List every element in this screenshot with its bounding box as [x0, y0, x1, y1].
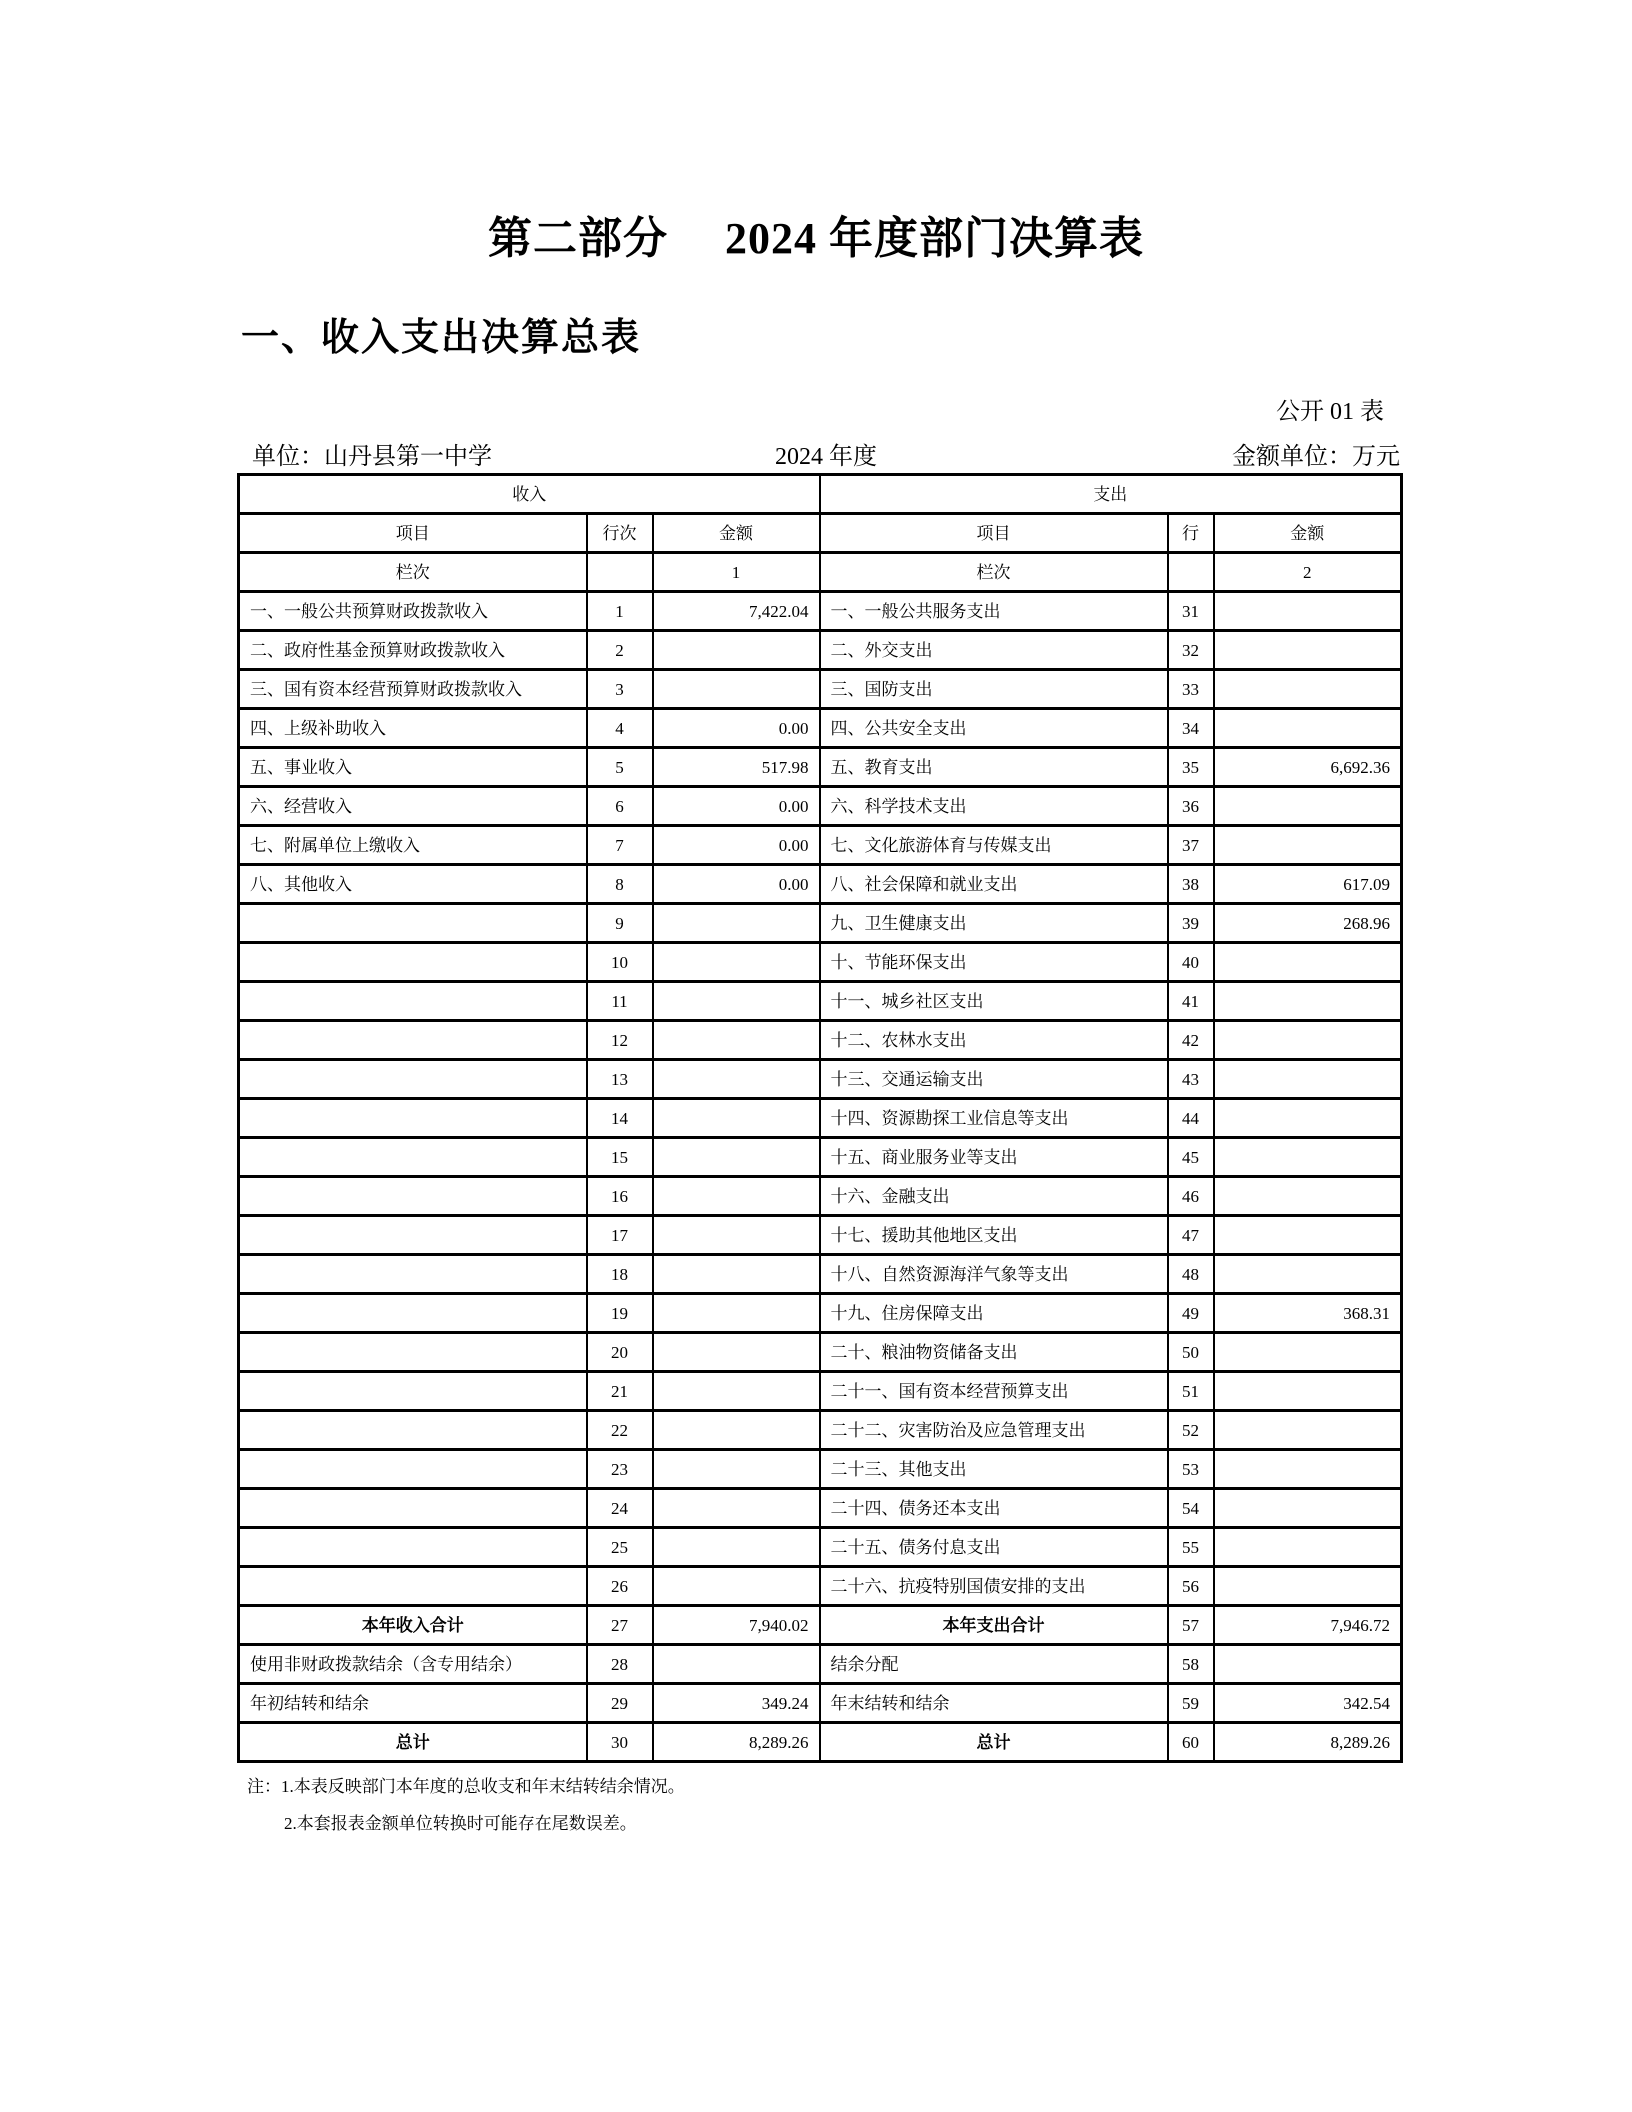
table-row: [239, 1177, 1402, 1216]
fiscal-year-label: 2024 年度: [775, 444, 877, 470]
cell-income-amount: [653, 1294, 820, 1333]
cell-expense-rowno: 54: [1168, 1489, 1214, 1528]
cell-expense-item: 十三、交通运输支出: [820, 1060, 1168, 1099]
cell-income-amount: [653, 1450, 820, 1489]
table-row: [239, 1021, 1402, 1060]
cell-expense-rowno: 52: [1168, 1411, 1214, 1450]
cell-income-rowno: 5: [587, 748, 653, 787]
cell-income-rowno: 17: [587, 1216, 653, 1255]
index-income-item: 栏次: [239, 553, 587, 592]
group-header-row: [239, 475, 1402, 514]
meta-row: [237, 436, 1400, 471]
cell-income-rowno: 20: [587, 1333, 653, 1372]
col-header-expense-rowno: 行: [1168, 514, 1214, 553]
table-row: [239, 1567, 1402, 1606]
table-body: [239, 592, 1402, 1762]
cell-income-item: [239, 1138, 587, 1177]
table-row: [239, 1723, 1402, 1762]
cell-income-item: [239, 1528, 587, 1567]
cell-expense-item: 十、节能环保支出: [820, 943, 1168, 982]
cell-expense-rowno: 45: [1168, 1138, 1214, 1177]
cell-income-item: [239, 1021, 587, 1060]
cell-income-rowno: 30: [587, 1723, 653, 1762]
col-header-income-amount: 金额: [653, 514, 820, 553]
cell-expense-amount: [1214, 1099, 1402, 1138]
cell-expense-amount: [1214, 1567, 1402, 1606]
cell-expense-item: 二十五、债务付息支出: [820, 1528, 1168, 1567]
cell-expense-rowno: 58: [1168, 1645, 1214, 1684]
cell-expense-item: 总计: [820, 1723, 1168, 1762]
cell-expense-item: 本年支出合计: [820, 1606, 1168, 1645]
cell-expense-rowno: 40: [1168, 943, 1214, 982]
cell-expense-amount: 368.31: [1214, 1294, 1402, 1333]
cell-income-rowno: 7: [587, 826, 653, 865]
cell-income-amount: [653, 1099, 820, 1138]
cell-expense-rowno: 56: [1168, 1567, 1214, 1606]
cell-income-item: 七、附属单位上缴收入: [239, 826, 587, 865]
cell-income-rowno: 25: [587, 1528, 653, 1567]
cell-income-amount: [653, 1645, 820, 1684]
cell-income-item: 使用非财政拨款结余（含专用结余）: [239, 1645, 587, 1684]
table-code-label: 公开 01 表: [1276, 399, 1384, 425]
cell-income-amount: [653, 1021, 820, 1060]
cell-expense-rowno: 36: [1168, 787, 1214, 826]
cell-expense-amount: [1214, 982, 1402, 1021]
cell-expense-amount: [1214, 826, 1402, 865]
cell-income-amount: 0.00: [653, 826, 820, 865]
cell-expense-amount: [1214, 1177, 1402, 1216]
table-row: [239, 1411, 1402, 1450]
cell-expense-item: 五、教育支出: [820, 748, 1168, 787]
cell-income-rowno: 6: [587, 787, 653, 826]
cell-expense-amount: [1214, 1645, 1402, 1684]
cell-income-rowno: 21: [587, 1372, 653, 1411]
cell-income-item: [239, 1450, 587, 1489]
index-income-amount: 1: [653, 553, 820, 592]
cell-income-amount: [653, 1489, 820, 1528]
cell-expense-item: 六、科学技术支出: [820, 787, 1168, 826]
table-row: [239, 1372, 1402, 1411]
cell-expense-item: 十一、城乡社区支出: [820, 982, 1168, 1021]
table-row: [239, 1528, 1402, 1567]
cell-income-rowno: 23: [587, 1450, 653, 1489]
table-row: [239, 1060, 1402, 1099]
cell-expense-item: 二十四、债务还本支出: [820, 1489, 1168, 1528]
cell-income-item: 四、上级补助收入: [239, 709, 587, 748]
cell-expense-rowno: 48: [1168, 1255, 1214, 1294]
cell-income-item: [239, 982, 587, 1021]
table-row: [239, 1138, 1402, 1177]
cell-expense-rowno: 31: [1168, 592, 1214, 631]
cell-income-item: 本年收入合计: [239, 1606, 587, 1645]
table-row: [239, 1099, 1402, 1138]
cell-income-item: 二、政府性基金预算财政拨款收入: [239, 631, 587, 670]
index-income-rowno: [587, 553, 653, 592]
cell-income-amount: [653, 1333, 820, 1372]
cell-income-rowno: 24: [587, 1489, 653, 1528]
cell-expense-item: 十六、金融支出: [820, 1177, 1168, 1216]
cell-income-amount: 0.00: [653, 787, 820, 826]
cell-expense-item: 二十一、国有资本经营预算支出: [820, 1372, 1168, 1411]
cell-expense-amount: [1214, 1138, 1402, 1177]
table-row: [239, 631, 1402, 670]
money-unit-label: 金额单位：万元: [1232, 444, 1400, 470]
cell-expense-item: 二、外交支出: [820, 631, 1168, 670]
cell-income-item: 年初结转和结余: [239, 1684, 587, 1723]
cell-expense-amount: 7,946.72: [1214, 1606, 1402, 1645]
cell-income-amount: 349.24: [653, 1684, 820, 1723]
column-header-row: [239, 514, 1402, 553]
table-row: [239, 1645, 1402, 1684]
cell-expense-item: 二十六、抗疫特别国债安排的支出: [820, 1567, 1168, 1606]
cell-expense-amount: [1214, 631, 1402, 670]
col-header-expense-item: 项目: [820, 514, 1168, 553]
cell-income-item: [239, 1099, 587, 1138]
cell-income-item: [239, 1333, 587, 1372]
cell-income-rowno: 11: [587, 982, 653, 1021]
cell-expense-amount: 268.96: [1214, 904, 1402, 943]
cell-expense-rowno: 35: [1168, 748, 1214, 787]
cell-expense-rowno: 32: [1168, 631, 1214, 670]
cell-expense-item: 十二、农林水支出: [820, 1021, 1168, 1060]
cell-expense-item: 年末结转和结余: [820, 1684, 1168, 1723]
cell-expense-item: 结余分配: [820, 1645, 1168, 1684]
table-row: [239, 592, 1402, 631]
cell-expense-rowno: 33: [1168, 670, 1214, 709]
table-row: [239, 943, 1402, 982]
column-index-row: [239, 553, 1402, 592]
cell-expense-item: 三、国防支出: [820, 670, 1168, 709]
cell-income-rowno: 22: [587, 1411, 653, 1450]
cell-income-rowno: 27: [587, 1606, 653, 1645]
cell-expense-amount: [1214, 709, 1402, 748]
cell-expense-amount: [1214, 1255, 1402, 1294]
col-header-expense-amount: 金额: [1214, 514, 1402, 553]
index-expense-amount: 2: [1214, 553, 1402, 592]
cell-income-amount: 517.98: [653, 748, 820, 787]
cell-expense-item: 七、文化旅游体育与传媒支出: [820, 826, 1168, 865]
cell-income-item: [239, 1372, 587, 1411]
cell-income-amount: [653, 670, 820, 709]
table-row: [239, 787, 1402, 826]
table-row: [239, 826, 1402, 865]
cell-income-amount: [653, 1567, 820, 1606]
cell-income-rowno: 2: [587, 631, 653, 670]
cell-expense-amount: 8,289.26: [1214, 1723, 1402, 1762]
table-row: [239, 1294, 1402, 1333]
table-row: [239, 904, 1402, 943]
cell-income-item: [239, 1216, 587, 1255]
cell-expense-amount: [1214, 1372, 1402, 1411]
cell-income-rowno: 12: [587, 1021, 653, 1060]
cell-expense-amount: [1214, 1411, 1402, 1450]
cell-income-amount: [653, 1411, 820, 1450]
cell-income-item: 一、一般公共预算财政拨款收入: [239, 592, 587, 631]
cell-expense-amount: 6,692.36: [1214, 748, 1402, 787]
cell-income-item: [239, 1567, 587, 1606]
cell-expense-amount: [1214, 1489, 1402, 1528]
cell-income-amount: [653, 631, 820, 670]
cell-income-amount: [653, 943, 820, 982]
index-expense-item: 栏次: [820, 553, 1168, 592]
cell-expense-rowno: 46: [1168, 1177, 1214, 1216]
cell-expense-item: 十九、住房保障支出: [820, 1294, 1168, 1333]
cell-income-rowno: 15: [587, 1138, 653, 1177]
cell-expense-amount: [1214, 1021, 1402, 1060]
col-header-income-rowno: 行次: [587, 514, 653, 553]
cell-expense-rowno: 55: [1168, 1528, 1214, 1567]
cell-expense-amount: 342.54: [1214, 1684, 1402, 1723]
cell-income-amount: [653, 1528, 820, 1567]
cell-expense-item: 二十二、灾害防治及应急管理支出: [820, 1411, 1168, 1450]
cell-expense-item: 十七、援助其他地区支出: [820, 1216, 1168, 1255]
col-header-income-item: 项目: [239, 514, 587, 553]
cell-income-item: [239, 1294, 587, 1333]
table-row: [239, 1333, 1402, 1372]
cell-income-item: [239, 904, 587, 943]
note-1: 注：1.本表反映部门本年度的总收支和年末结转结余情况。: [247, 1777, 685, 1796]
table-row: [239, 1216, 1402, 1255]
cell-income-rowno: 26: [587, 1567, 653, 1606]
income-group-header: 收入: [239, 475, 820, 514]
table-row: [239, 1255, 1402, 1294]
table-row: [239, 709, 1402, 748]
cell-income-item: 八、其他收入: [239, 865, 587, 904]
cell-income-amount: 0.00: [653, 709, 820, 748]
cell-expense-item: 二十三、其他支出: [820, 1450, 1168, 1489]
cell-expense-item: 十五、商业服务业等支出: [820, 1138, 1168, 1177]
cell-income-rowno: 8: [587, 865, 653, 904]
table-row: [239, 865, 1402, 904]
cell-expense-rowno: 34: [1168, 709, 1214, 748]
section-title: 一、收入支出决算总表: [241, 317, 642, 359]
cell-expense-amount: 617.09: [1214, 865, 1402, 904]
cell-expense-rowno: 53: [1168, 1450, 1214, 1489]
table-row: [239, 748, 1402, 787]
cell-income-item: [239, 943, 587, 982]
cell-expense-amount: [1214, 1216, 1402, 1255]
cell-expense-item: 二十、粮油物资储备支出: [820, 1333, 1168, 1372]
cell-income-item: 三、国有资本经营预算财政拨款收入: [239, 670, 587, 709]
cell-expense-rowno: 51: [1168, 1372, 1214, 1411]
cell-expense-item: 八、社会保障和就业支出: [820, 865, 1168, 904]
cell-expense-item: 一、一般公共服务支出: [820, 592, 1168, 631]
cell-income-item: 五、事业收入: [239, 748, 587, 787]
income-expense-summary-table: [237, 473, 1403, 1763]
table-row: [239, 1684, 1402, 1723]
cell-income-rowno: 19: [587, 1294, 653, 1333]
cell-income-amount: 0.00: [653, 865, 820, 904]
cell-expense-rowno: 60: [1168, 1723, 1214, 1762]
cell-income-amount: [653, 1060, 820, 1099]
cell-income-rowno: 14: [587, 1099, 653, 1138]
cell-expense-rowno: 59: [1168, 1684, 1214, 1723]
cell-income-amount: 8,289.26: [653, 1723, 820, 1762]
cell-expense-amount: [1214, 592, 1402, 631]
cell-expense-rowno: 50: [1168, 1333, 1214, 1372]
cell-income-item: 六、经营收入: [239, 787, 587, 826]
cell-income-amount: 7,940.02: [653, 1606, 820, 1645]
cell-income-item: [239, 1060, 587, 1099]
cell-expense-item: 十八、自然资源海洋气象等支出: [820, 1255, 1168, 1294]
cell-income-amount: [653, 1255, 820, 1294]
note-2: 2.本套报表金额单位转换时可能存在尾数误差。: [284, 1814, 637, 1833]
expense-group-header: 支出: [820, 475, 1402, 514]
table-row: [239, 670, 1402, 709]
cell-expense-item: 十四、资源勘探工业信息等支出: [820, 1099, 1168, 1138]
cell-expense-rowno: 57: [1168, 1606, 1214, 1645]
cell-income-item: 总计: [239, 1723, 587, 1762]
cell-income-rowno: 28: [587, 1645, 653, 1684]
cell-expense-rowno: 37: [1168, 826, 1214, 865]
cell-expense-amount: [1214, 943, 1402, 982]
cell-income-amount: [653, 904, 820, 943]
index-expense-rowno: [1168, 553, 1214, 592]
cell-income-rowno: 18: [587, 1255, 653, 1294]
cell-expense-amount: [1214, 1060, 1402, 1099]
cell-expense-rowno: 41: [1168, 982, 1214, 1021]
cell-expense-amount: [1214, 1528, 1402, 1567]
table-row: [239, 982, 1402, 1021]
table-row: [239, 1450, 1402, 1489]
cell-expense-amount: [1214, 1450, 1402, 1489]
cell-income-rowno: 16: [587, 1177, 653, 1216]
cell-income-rowno: 3: [587, 670, 653, 709]
cell-income-amount: [653, 982, 820, 1021]
cell-expense-rowno: 42: [1168, 1021, 1214, 1060]
cell-expense-rowno: 49: [1168, 1294, 1214, 1333]
cell-income-amount: [653, 1138, 820, 1177]
cell-income-item: [239, 1489, 587, 1528]
cell-income-amount: 7,422.04: [653, 592, 820, 631]
cell-expense-rowno: 43: [1168, 1060, 1214, 1099]
cell-income-rowno: 1: [587, 592, 653, 631]
cell-income-amount: [653, 1177, 820, 1216]
cell-expense-amount: [1214, 787, 1402, 826]
cell-expense-rowno: 38: [1168, 865, 1214, 904]
cell-income-rowno: 10: [587, 943, 653, 982]
cell-expense-amount: [1214, 1333, 1402, 1372]
cell-income-item: [239, 1411, 587, 1450]
cell-expense-rowno: 44: [1168, 1099, 1214, 1138]
cell-income-amount: [653, 1216, 820, 1255]
cell-income-rowno: 13: [587, 1060, 653, 1099]
cell-expense-rowno: 39: [1168, 904, 1214, 943]
cell-income-rowno: 29: [587, 1684, 653, 1723]
table-row: [239, 1606, 1402, 1645]
cell-income-item: [239, 1255, 587, 1294]
cell-expense-item: 九、卫生健康支出: [820, 904, 1168, 943]
cell-income-rowno: 4: [587, 709, 653, 748]
cell-expense-item: 四、公共安全支出: [820, 709, 1168, 748]
cell-expense-rowno: 47: [1168, 1216, 1214, 1255]
unit-name-label: 单位：山丹县第一中学: [252, 444, 492, 470]
cell-expense-amount: [1214, 670, 1402, 709]
cell-income-rowno: 9: [587, 904, 653, 943]
table-row: [239, 1489, 1402, 1528]
cell-income-item: [239, 1177, 587, 1216]
cell-income-amount: [653, 1372, 820, 1411]
page-title: 第二部分 2024 年度部门决算表: [488, 214, 1144, 263]
